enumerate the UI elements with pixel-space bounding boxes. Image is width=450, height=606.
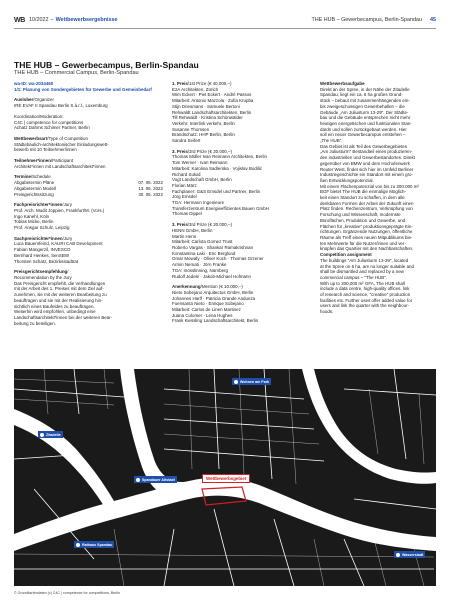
task-line: Büroflächen, Produktion und Gewerbe, und — [320, 217, 406, 223]
prize-3b-line: Martin Henn — [172, 233, 197, 239]
task-line: „The HUB". — [320, 138, 343, 144]
prize-3b-line: HENN GmbH, Berlin — [172, 227, 213, 233]
jury-heading: Fachpreisrichter*innen/Jury — [14, 202, 72, 208]
recommendation-line: mit der Arbeit des 1. Preises mit dem Ziel auf- — [14, 286, 104, 292]
site-map — [14, 369, 436, 586]
task-line: Forschung und Wissenschaft, modernste — [320, 212, 401, 218]
prizes-column — [172, 81, 314, 324]
task-line: Mit einem Flächenpotenzial von bis zu 200.000 m² — [320, 183, 419, 189]
task-en-line: include a data centre, high-quality offices, link — [320, 286, 410, 292]
competition-type: Städtebaulich-architektonischer Einladungswett- — [14, 141, 109, 147]
recommendation-en: Recommendation by the Jury — [14, 274, 72, 280]
schedule-row: Abgabetermin Pläne 07. 06. 2022 — [14, 180, 163, 186]
page-subtitle: THE HUB – Commercial Campus, Berlin-Spandau — [14, 70, 139, 76]
recommendation-line: Landschaftsarchitekt*innen bei der weiteren Bear- — [14, 314, 113, 320]
prize-3a-line: Thomas Müller Ivan Reimann Architekten, Berlin — [172, 154, 267, 160]
prize-3b-line: Armin Nemati · Jörn Franke — [172, 262, 227, 268]
header-divider — [14, 28, 436, 29]
recommendation-line: zunehmen, sie mit der weiteren Bearbeitung zu — [14, 292, 107, 298]
participants: Architekt*innen mit Landschaftsarchitekt*innen — [14, 163, 106, 169]
prize-1-line: Verkehr: Interlink verkehr, Berlin — [172, 120, 235, 126]
task-line: Räume als Treff eines neuen Mitpublikums bie- — [320, 234, 413, 240]
task-line: Industriegeschichte ein Standort mit einem gro- — [320, 172, 413, 178]
competition-type-2: bewerb mit 10 Teilnehmer/innen — [14, 147, 77, 153]
map-callout: Wasserstadt — [394, 551, 425, 558]
expert-jury-member: Thorsten Schatz, Bezirksstadtrat — [14, 258, 79, 264]
map-callout: Spandauer Altstadt — [134, 476, 177, 483]
recommendation-line: Weiterhin wird empfohlen, unbedingt eine — [14, 309, 96, 315]
recommendation-line: beauftragen und sie mit der Realisierung hin- — [14, 297, 103, 303]
task-en-line: facilities etc. Further uses offer added value for — [320, 297, 413, 303]
prize-1-line: Susanne Thomsen — [172, 126, 210, 132]
coordination-2: Achatz Dahms Schimer Partner, Berlin — [14, 125, 90, 131]
type-heading: Wettbewerbsart/Type of Competition — [14, 135, 88, 141]
recommendation-line: beitung zu beteiligen. — [14, 320, 56, 326]
prize-1-line: Sandra Seifert — [172, 138, 201, 144]
prize-3a-line: Vogt Landschaft GmbH, Berlin — [172, 177, 232, 183]
task-line: bis zweigeschossigen Gewerbehallen – die — [320, 103, 405, 109]
task-line: Direkt an der Spree, in der Nähe der Zitadelle — [320, 86, 410, 92]
page-title: THE HUB – Gewerbecampus, Berlin-Spandau — [14, 60, 199, 70]
expert-jury-heading: Sachpreisrichter*innen/Jury — [14, 235, 73, 241]
prize-3a-line: Fachplaner: G&S Emsdel und Partner, Berlin — [172, 188, 261, 194]
coordination: C4C | competence for competitions — [14, 119, 84, 125]
task-line: richtungen. Ergänzende Nutzungen, öffentliche — [320, 229, 413, 235]
prize-1-line: Wim Eckert · Piet Eckert · André Passos — [172, 92, 252, 98]
schedule-row: Abgabetermin Modell 13. 06. 2022 — [14, 185, 163, 191]
task-en-line: users and link the quarter with the neighbour- — [320, 303, 410, 309]
task-line: Platz finden. Rechenzentrum, Verknüpfung von — [320, 206, 413, 212]
prize-3a-line: Richard Sukač — [172, 171, 201, 177]
organizer: IRE EVAF II Spandau Berlin S.à.r.l., Luxemburg — [14, 103, 108, 109]
prize-1-line: Mitarbeit: Antonio Mazzola · Zofia Krupba — [172, 98, 254, 104]
task-line: denkbaren Formen der Arbeit der Zukunft einen — [320, 200, 414, 206]
task-line: Das Gebiet ist als Teil des Gewerbegebietes — [320, 143, 407, 149]
task-column — [320, 81, 436, 315]
schedule-heading: Termine/Schedule — [14, 174, 51, 180]
task-en-line: With up to 200,000 m² GFA, The HUB shall — [320, 280, 405, 286]
task-en-line: at the Spree on 6 ha, are no longer suitable and — [320, 263, 414, 269]
prize-3a-line: Mitarbeit: Karolina Sadlerska · Vojislav Bodilić — [172, 165, 263, 171]
mention-line: Frank Kiessling Landschaftsarchitekt, Berlin — [172, 318, 259, 324]
expert-jury-member: Luca Bauernfeind, KAURI CAB Development — [14, 241, 103, 247]
task-en-heading: Competition assignment — [320, 252, 372, 258]
image-credit: © Grundkartendaten (c) C4C | competence for competitions, Berlin — [14, 591, 121, 595]
organizer-heading: Auslober/Organizer — [14, 97, 54, 103]
task-en-line: commercial campus – "The HUB". — [320, 274, 388, 280]
competition-site-label: Wettbewerbsgebiet — [202, 474, 250, 483]
expert-jury-member: Fabian Mangerzil, INVESCO — [14, 247, 71, 253]
task-en-line: The buildings "Am Juliusturm 13-29", located — [320, 257, 409, 263]
prize-1-line: Brandschutz: HHP Berlin, Berlin — [172, 132, 235, 138]
jury-member: Tobias Micke, Berlin — [14, 219, 54, 225]
expert-jury-member: Bernhard Henkes, SenSBW — [14, 252, 70, 258]
task-line: ten Mehrwerte für die Nutzer/innen und ver- — [320, 240, 406, 246]
task-line: keit einen Standort zu schaffen, in dem alle — [320, 195, 405, 201]
task-line: bau und die Gebäude entsprechen nicht mehr — [320, 115, 411, 121]
schedule-row: Preisgerichtssitzung 30. 06. 2022 — [14, 191, 163, 197]
task-line: „Am Juliusturm" Bestandteil eines produzieren- — [320, 149, 413, 155]
prize-3a-line: Jörg Emsdel — [172, 194, 197, 200]
task-en-line: hoods. — [320, 309, 334, 315]
prize-1-line: Till Rehwaldt · Kristina Schönwälder — [172, 115, 243, 121]
prize-1-line: Rehwaldt Landschaftsarchitekten, Berlin — [172, 109, 252, 115]
competition-code[interactable]: wa-ID: wa-2034460 — [14, 81, 54, 86]
task-en-line: shall be dismantled and replaced by a new — [320, 269, 404, 275]
prize-1-line: Stijn Driesmans · Samuele Bertoni — [172, 103, 240, 109]
map-callout: Wohnen am Park — [232, 378, 271, 385]
prize-3a-line: Florian März — [172, 182, 197, 188]
magazine-logo: WB — [14, 16, 26, 24]
prize-3a-line: Tom Werner · Ivan Reimann — [172, 160, 228, 166]
task-en-line: of research and science, "creative" production — [320, 292, 411, 298]
task-line: Flächen für „kreative" produktionsgeprägte Ein- — [320, 223, 413, 229]
mention-line: Fuensanta Nieto · Enrique Sobejano — [172, 301, 244, 307]
jury-member: Prof. Arch. Mudit Jöppien, Frankfurt/M. (Vors.) — [14, 207, 105, 213]
mention-line: Juana Colomer · Lena Hughes — [172, 312, 233, 318]
map-callout: Rathaus Spandau — [74, 541, 114, 548]
facts-column — [14, 81, 163, 326]
task-line: soll ein neuer Gewerbecampus entstehen – — [320, 132, 406, 138]
prize-3a-line: Transferzentrum Energieeffizientes Bauen GmbH — [172, 205, 269, 211]
recommendation-line: sichtlich eines Baufeldes zu beauftragen. — [14, 303, 95, 309]
prize-3b-line: TGA: mösslinning, Nürnberg — [172, 267, 228, 273]
prize-3a-line: TGA: Hermann Ingenieure — [172, 200, 225, 206]
recommendation-heading: Preisgerichtsempfehlung/ — [14, 269, 69, 275]
issue-number: 10/2022 — [29, 17, 49, 23]
section-name[interactable]: Wettbewerbsergebnisse — [55, 17, 118, 23]
procedure: 1/1: Planung von Sondergebieten für Gewerbe und Gemeinbedarf — [14, 86, 152, 92]
page-header: WB 10/2022 – Wettbewerbsergebnisse THE HUB – Gewerbecampus, Berlin-Spandau 45 — [14, 16, 436, 24]
prize-3b-line: Omar Mowafy · Oliver Koch · Thomas Grzener — [172, 256, 264, 262]
prize-1-heading: 1. Preis/1st Prize (€ 40.000,–) — [172, 81, 232, 86]
task-line: ßen Entwicklungspotenzial. — [320, 177, 374, 183]
task-line: Reuter West, findet sich hier im Umfeld Berliner — [320, 166, 414, 172]
task-line: stück – bebaut mit zusammenhängenden ein- — [320, 98, 410, 104]
prize-3b-line: Mitarbeit: Carlota Gomez Trust — [172, 239, 233, 245]
prize-3a-line: Thomas Dippel — [172, 211, 202, 217]
coordination-label: Koordination/Moderation: — [14, 113, 64, 119]
prize-3a-heading: 3. Preis/3rd Prize (€ 20.000,–) — [172, 148, 232, 154]
task-line: den industriellen und Gewerbestandortes. Direkt — [320, 155, 415, 161]
prize-3b-line: Konstantina Laki · Eric Berglund — [172, 250, 236, 256]
prize-3b-line: Rudolf Jedele · Jakob-Michael Hofmann — [172, 273, 251, 279]
mention-line: Johannes Harlf · Patricia Grande Andueza — [172, 295, 256, 301]
map-callout: Zitadelle — [38, 431, 63, 438]
mention-heading: Anerkennung/Mention (€ 10.000,–) — [172, 284, 243, 290]
recommendation-line: Das Preisgericht empfiehlt, die Verhandlungen — [14, 280, 106, 286]
prize-3b-heading: 3. Preis/3rd Prize (€ 20.000,–) — [172, 222, 232, 228]
prize-3b-line: Roberto Vargas · Shankar Ramakrishnan — [172, 244, 254, 250]
mention-line: Mitarbeit: Carlos de Linen Martinez — [172, 307, 241, 313]
task-line: Gebäude „Am Juliusturm 13-29". Der Städte- — [320, 109, 409, 115]
task-line: BGF bietet The HUB die einmalige Möglich- — [320, 189, 406, 195]
article-title: THE HUB – Gewerbecampus, Berlin-Spandau — [311, 17, 422, 23]
jury-member: Prof. Ansgar Schulz, Leipzig — [14, 225, 70, 231]
task-line: heutigen energetischen und funktionalen Stan- — [320, 120, 412, 126]
task-line: gegenüber von BMW und dem Hochofenwerk — [320, 160, 410, 166]
task-line: dards und sollen zurückgebaut werden. Hier — [320, 126, 407, 132]
mention-line: Nieto Sobejano Arquitectos GmbH, Berlin — [172, 289, 254, 295]
task-line: Spandau, liegt ein ca. 6 ha großes Grund- — [320, 92, 403, 98]
jury-member: Ingo Kanehl, Köln — [14, 213, 50, 219]
task-heading: Wettbewerbsaufgabe — [320, 81, 365, 86]
prize-1-line: E2A Architekten, Zürich — [172, 86, 219, 92]
task-line: knüpfen das Quartier mit den Nachbarschaften. — [320, 246, 414, 252]
participants-heading: Teilnehmer*innen/Participant — [14, 158, 74, 164]
page-number: 45 — [430, 17, 436, 23]
